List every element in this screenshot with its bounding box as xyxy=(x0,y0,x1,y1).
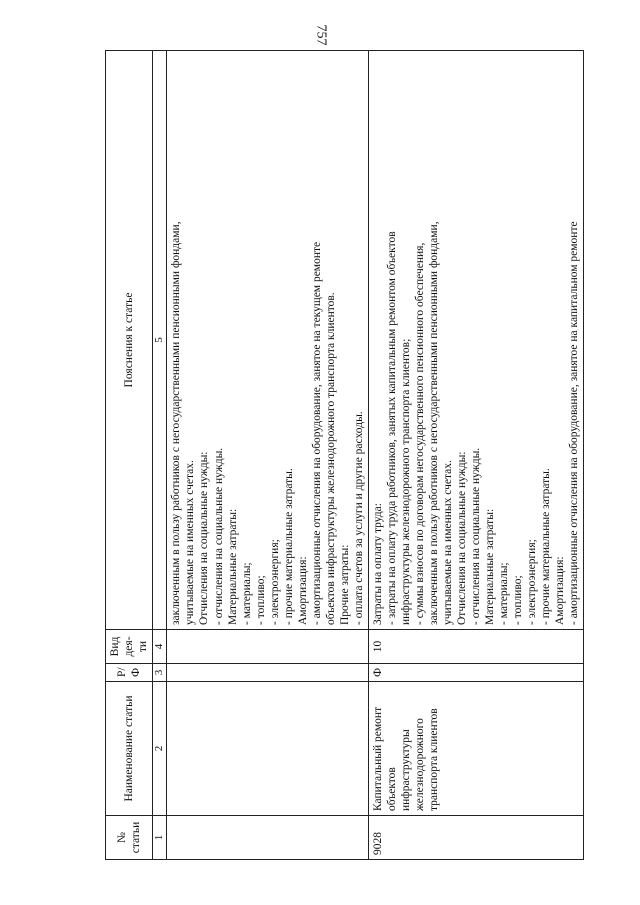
cell-explanation xyxy=(368,51,583,630)
column-number-row xyxy=(153,51,167,860)
explanation-line: Отчисления на социальные нужды: xyxy=(198,451,211,625)
explanation-line: инфраструктуры железнодорожного транспорта клиентов; xyxy=(399,338,412,625)
explanation-line: Амортизация: xyxy=(553,556,566,625)
explanation-line: - отчисления на социальные нужды. xyxy=(212,447,225,625)
explanation-line: - материалы; xyxy=(497,562,510,625)
explanation-line: - электроэнергия; xyxy=(525,539,538,625)
explanation-line: - отчисления на социальные нужды. xyxy=(469,447,482,625)
explanation-line: - прочие материальные затраты. xyxy=(539,468,552,625)
column-number: 5 xyxy=(153,51,167,630)
cell-rf: Ф xyxy=(368,664,583,682)
explanation-line: - оплата счетов за услуги и другие расходы. xyxy=(352,411,365,625)
header-num: № статьи xyxy=(106,816,153,860)
rotated-table-wrapper xyxy=(105,50,625,860)
cell-activity: 10 xyxy=(368,630,583,664)
cell-num: 9028 xyxy=(368,816,583,860)
header-activity: Вид дея-ти xyxy=(106,630,153,664)
cell-name: Капитальный ремонт объектов инфраструктуры железнодорожного транспорта клиентов xyxy=(368,682,583,816)
table-row xyxy=(167,51,368,860)
explanation-line: заключенным в пользу работников с негосударственными пенсионными фондами, xyxy=(170,221,183,625)
column-number: 3 xyxy=(153,664,167,682)
column-number: 2 xyxy=(153,682,167,816)
cell-name xyxy=(167,682,368,816)
cell-activity xyxy=(167,630,368,664)
column-number: 1 xyxy=(153,816,167,860)
explanation-line: Отчисления на социальные нужды: xyxy=(455,451,468,625)
explanation-line: объектов инфраструктуры железнодорожного транспорта клиентов. xyxy=(324,292,337,625)
explanation-line: - амортизационные отчисления на оборудование, занятое на текущем ремонте xyxy=(310,241,323,625)
explanation-line: - затраты на оплату труда работников, занятых капитальным ремонтом объектов xyxy=(385,231,398,625)
explanation-line: Прочие затраты: xyxy=(338,544,351,625)
cell-num xyxy=(167,816,368,860)
explanation-line: Материальные затраты: xyxy=(226,508,239,625)
cost-items-table xyxy=(105,50,584,860)
explanation-line: заключенным в пользу работников с негосударственными пенсионными фондами, xyxy=(427,221,440,625)
header-rf: Р/ Ф xyxy=(106,664,153,682)
explanation-line: - топливо; xyxy=(511,575,524,625)
explanation-line: - материалы; xyxy=(240,562,253,625)
explanation-line: - суммы взносов по договорам негосударственного пенсионного обеспечения, xyxy=(413,242,426,625)
explanation-line: - электроэнергия; xyxy=(268,539,281,625)
explanation-line: Затраты на оплату труда: xyxy=(371,503,384,625)
header-row xyxy=(106,51,153,860)
explanation-line: учитываемые на именных счетах. xyxy=(184,460,197,625)
header-name: Наименование статьи xyxy=(106,682,153,816)
explanation-line: - амортизационные отчисления на оборудование, занятое на капитальном ремонте xyxy=(567,221,580,625)
explanation-line: Амортизация: xyxy=(296,556,309,625)
page-number-text: 757 xyxy=(313,24,328,46)
cell-explanation xyxy=(167,51,368,630)
column-number: 4 xyxy=(153,630,167,664)
explanation-line: учитываемые на именных счетах. xyxy=(441,460,454,625)
page-number xyxy=(0,20,640,50)
table-row xyxy=(368,51,583,860)
explanation-line: - топливо; xyxy=(254,575,267,625)
cell-rf xyxy=(167,664,368,682)
explanation-line: Материальные затраты: xyxy=(483,508,496,625)
explanation-line: - прочие материальные затраты. xyxy=(282,468,295,625)
header-explanation: Пояснения к статье xyxy=(106,51,153,630)
